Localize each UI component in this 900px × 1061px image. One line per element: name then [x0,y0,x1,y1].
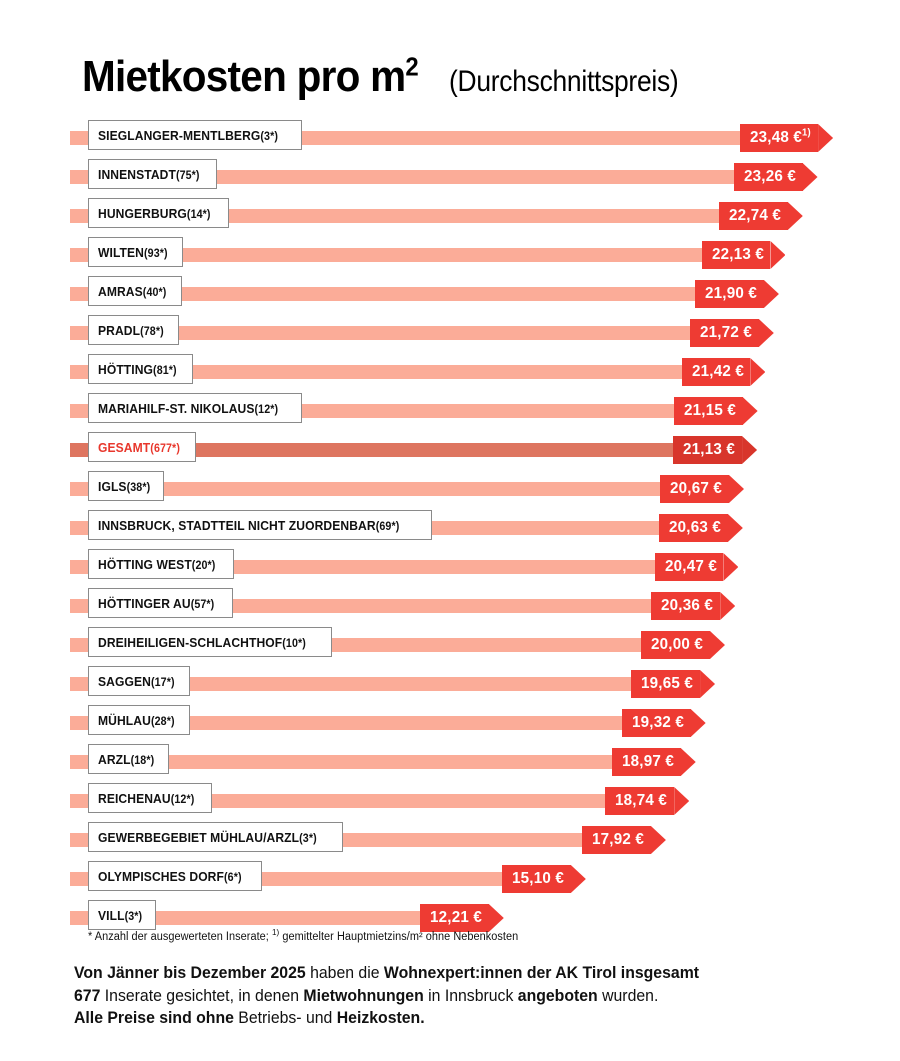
summary-line-1 [74,962,725,985]
bar-label-count: (3*) [260,130,279,143]
chart-row [0,586,900,625]
bar-label-box [88,393,302,423]
bar-label-count: (38*) [126,481,151,494]
bar-label-text: MARIAHILF-ST. NIKOLAUS(12*) [98,400,279,416]
bar-value-flag [641,631,725,659]
bar-value-flag [674,397,758,425]
bar-label-text: ARZL(18*) [98,751,155,767]
bar-label-text: HÖTTING(81*) [98,361,177,377]
bar-value-body [673,436,742,464]
bar-value-flag [582,826,666,854]
bar-value-body [655,553,724,581]
bar-label-box [88,510,432,540]
bar-value-body [631,670,700,698]
bar-label-box [88,627,332,657]
chart-row [0,547,900,586]
bar-value-arrow-icon [674,787,689,815]
bar-label-count: (14*) [186,208,211,221]
bar-label-count: (57*) [190,598,215,611]
bar-label-count: (12*) [254,403,279,416]
bar-value-flag [660,475,744,503]
bar-value-arrow-icon [571,865,586,893]
bar-label-count: (69*) [375,520,400,533]
summary-line-3 [74,1007,725,1030]
bar-label-text: WILTEN(93*) [98,244,168,260]
bar-label-box [88,237,183,267]
bar-label-box [88,861,262,891]
bar-value-body [641,631,710,659]
chart-row [0,157,900,196]
bar-value-text: 21,90 € [705,285,758,302]
bar-value-text: 12,21 € [430,909,483,926]
bar-label-text: HÖTTING WEST(20*) [98,556,216,572]
summary-paragraph [74,962,725,1030]
chart-row [0,118,900,157]
bar-label-count: (78*) [140,325,164,338]
bar-label-box [88,900,156,930]
bar-label-box [88,159,217,189]
bar-value-text: 19,32 € [631,714,684,731]
bar-label-text: REICHENAU(12*) [98,790,195,806]
bar-label-box [88,432,196,462]
bar-value-arrow-icon [723,553,738,581]
summary-l1-bold-a: Von Jänner bis Dezember 2025 [74,963,306,982]
bar-value-arrow-icon [681,748,696,776]
bar-value-body [740,124,818,152]
footnote-marker: 1) [271,927,280,938]
bar-value-text: 15,10 € [512,870,565,887]
bar-value-flag [622,709,706,737]
bar-label-count: (81*) [153,364,177,377]
bar-label-box [88,471,164,501]
bar-value-text: 20,36 € [661,597,714,614]
bar-value-arrow-icon [818,124,833,152]
bar-value-flag [734,163,818,191]
bar-value-text: 17,92 € [592,831,645,848]
bar-label-box [88,666,190,696]
bar-label-box [88,705,190,735]
bar-value-arrow-icon [788,202,803,230]
summary-l1-bold-b: Wohnexpert:innen der AK Tirol insgesamt [383,963,700,982]
summary-l2-normal-a: Inserate gesichtet, in denen [100,985,304,1005]
bar-label-box [88,783,212,813]
bar-value-text: 22,13 € [711,246,764,263]
chart-row [0,430,900,469]
bar-value-arrow-icon [759,319,774,347]
bar-label-count: (28*) [150,715,175,728]
bar-value-arrow-icon [743,397,758,425]
bar-value-flag [690,319,774,347]
bar-value-text: 21,15 € [683,402,736,419]
bar-label-box [88,354,193,384]
bar-value-flag [605,787,689,815]
summary-l2-normal-b: in Innsbruck [423,985,518,1005]
bar-value-body [582,826,651,854]
bar-value-flag [631,670,715,698]
bar-value-body [659,514,728,542]
bar-label-text: OLYMPISCHES DORF(6*) [98,868,242,884]
bar-value-arrow-icon [720,592,735,620]
bar-label-text: AMRAS(40*) [98,283,167,299]
summary-l3-normal-a: Betriebs- und [233,1008,337,1027]
title-superscript: 2 [405,51,418,82]
bar-label-count: (12*) [170,793,195,806]
summary-line-2 [74,985,725,1008]
bar-value-body [660,475,729,503]
bar-label-box [88,822,343,852]
chart-row [0,508,900,547]
bar-label-text: GEWERBEGEBIET MÜHLAU/ARZL(3*) [98,829,317,845]
bar-value-text: 21,72 € [700,324,753,341]
summary-l3-bold-a: Alle Preise sind ohne [74,1008,234,1027]
bar-value-flag [740,124,833,152]
bar-chart [0,118,900,937]
bar-label-count: (10*) [282,637,306,650]
bar-value-body [502,865,571,893]
bar-value-flag [655,553,739,581]
bar-value-text: 20,00 € [651,636,704,653]
chart-row [0,352,900,391]
bar-value-footnote-marker: 1) [802,127,811,139]
bar-value-arrow-icon [729,475,744,503]
page-title [82,52,842,104]
bar-value-body [690,319,759,347]
bar-value-arrow-icon [710,631,725,659]
bar-value-flag [502,865,586,893]
bar-label-text: VILL(3*) [98,907,143,923]
bar-value-text: 18,97 € [621,753,674,770]
bar-value-arrow-icon [803,163,818,191]
bar-label-count: (20*) [191,559,216,572]
bar-label-count: (18*) [130,754,155,767]
bar-label-text: SAGGEN(17*) [98,673,175,689]
bar-label-count: (93*) [144,247,168,260]
chart-row [0,703,900,742]
chart-row [0,196,900,235]
bar-value-arrow-icon [700,670,715,698]
bar-label-text: GESAMT(677*) [98,439,180,455]
bar-label-text: SIEGLANGER-MENTLBERG(3*) [98,127,279,143]
bar-value-text: 23,48 €$^{1)}$ [750,127,811,146]
title-subtitle: (Durchschnittspreis) [449,65,679,98]
chart-footnote [88,927,519,943]
bar-value-text: 20,67 € [670,480,723,497]
bar-label-count: (677*) [150,442,180,455]
summary-l2-bold-b: Mietwohnungen [303,985,424,1005]
bar-value-body [682,358,751,386]
chart-row [0,391,900,430]
bar-value-body [651,592,720,620]
chart-row [0,859,900,898]
bar-value-body [622,709,691,737]
bar-label-count: (3*) [299,832,317,845]
bar-label-text: HÖTTINGER AU(57*) [98,595,215,611]
summary-l3-bold-b: Heizkosten. [336,1008,425,1027]
bar-value-flag [719,202,803,230]
summary-l2-bold-a: 677 [74,985,101,1005]
bar-value-arrow-icon [691,709,706,737]
footnote-part2: gemittelter Hauptmietzins/m² ohne Nebenkosten [279,931,519,943]
bar-value-arrow-icon [770,241,785,269]
chart-row [0,469,900,508]
chart-row [0,742,900,781]
bar-label-box [88,549,234,579]
bar-value-text: 21,13 € [683,441,736,458]
bar-label-box [88,276,182,306]
bar-value-text: 22,74 € [728,207,782,224]
bar-value-text: 21,42 € [691,363,744,380]
bar-label-text: HUNGERBURG(14*) [98,205,211,221]
bar-value-arrow-icon [489,904,504,932]
chart-row [0,313,900,352]
bar-value-flag [673,436,757,464]
bar-label-text: DREIHEILIGEN-SCHLACHTHOF(10*) [98,634,306,650]
bar-value-arrow-icon [742,436,757,464]
title-main: Mietkosten pro $m^2$ [82,51,418,101]
bar-label-box [88,198,229,228]
bar-value-arrow-icon [764,280,779,308]
bar-value-flag [420,904,504,932]
bar-value-flag [682,358,766,386]
bar-value-flag [651,592,735,620]
chart-row [0,820,900,859]
bar-label-box [88,588,233,618]
bar-value-body [612,748,681,776]
bar-label-box [88,744,169,774]
chart-row [0,274,900,313]
bar-value-body [734,163,803,191]
bar-label-count: (3*) [124,910,143,923]
footnote-part1: * Anzahl der ausgewerteten Inserate; [88,931,272,943]
bar-label-text: INNENSTADT(75*) [98,166,200,182]
summary-l2-bold-c: angeboten [517,985,598,1005]
summary-l1-normal-a: haben die [305,963,384,982]
bar-value-body [695,280,764,308]
chart-row [0,781,900,820]
bar-value-arrow-icon [651,826,666,854]
bar-value-flag [612,748,696,776]
bar-value-body [674,397,743,425]
bar-label-count: (75*) [175,169,200,182]
bar-value-text: 20,63 € [669,519,722,536]
chart-row [0,625,900,664]
bar-label-text: PRADL(78*) [98,322,164,338]
bar-value-body [702,241,771,269]
bar-value-flag [659,514,743,542]
bar-value-flag [702,241,786,269]
chart-row [0,664,900,703]
bar-label-text: MÜHLAU(28*) [98,712,175,728]
bar-value-body [420,904,489,932]
bar-value-body [605,787,674,815]
summary-l2-normal-c: wurden. [597,985,659,1005]
bar-value-text: 18,74 € [615,792,668,809]
bar-value-arrow-icon [750,358,765,386]
bar-label-count: (40*) [142,286,167,299]
bar-label-count: (6*) [224,871,242,884]
bar-label-box [88,120,302,150]
bar-label-count: (17*) [150,676,175,689]
bar-label-text: INNSBRUCK, STADTTEIL NICHT ZUORDENBAR(69*) [98,517,400,533]
bar-value-text: 19,65 € [641,675,694,692]
bar-value-arrow-icon [728,514,743,542]
bar-value-text: 20,47 € [664,558,717,575]
bar-label-box [88,315,179,345]
bar-value-body [719,202,788,230]
bar-label-text: IGLS(38*) [98,478,151,494]
bar-value-text: 23,26 € [743,168,796,185]
chart-row [0,235,900,274]
bar-value-flag [695,280,779,308]
